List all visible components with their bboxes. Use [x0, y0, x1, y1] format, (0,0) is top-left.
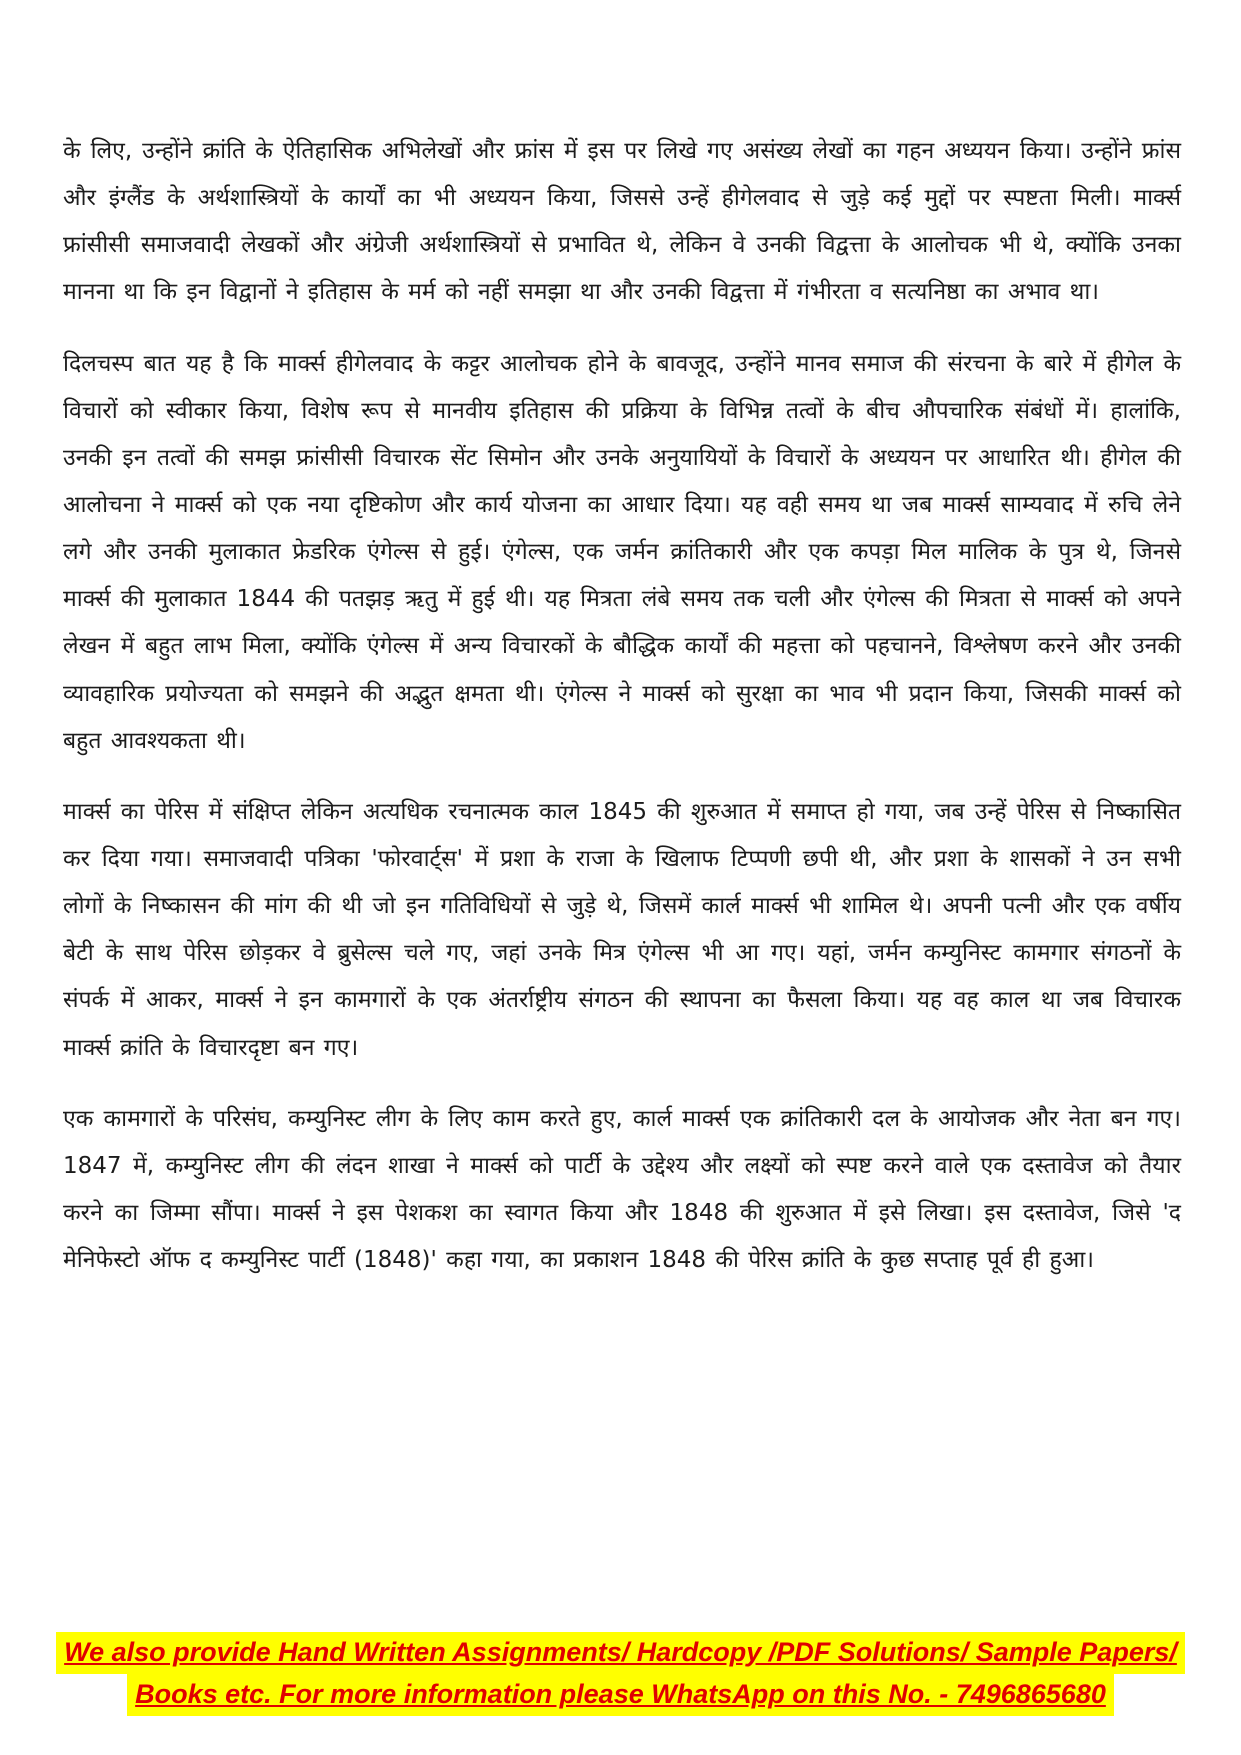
paragraph-1: के लिए, उन्होंने क्रांति के ऐतिहासिक अभिलेखों और फ्रांस में इस पर लिखे गए असंख्य लेखों का गहन अध्ययन किया। उन्होंने फ्रांस और इंग्लैंड के अर्थशास्त्रियों के कार्यों का भी अध्ययन किया, जिससे उन्हें हीगेलवाद से जुड़े कई मुद्दों पर स्पष्टता मिली। मार्क्स फ्रांसीसी समाजवादी लेखकों और अंग्रेजी अर्थशास्त्रियों से प्रभावित थे, लेकिन वे उनकी विद्वत्ता के आलोचक भी थे, क्योंकि उनका मानना था कि इन विद्वानों ने इतिहास के मर्म को नहीं समझा था और उनकी विद्वत्ता में गंभीरता व सत्यनिष्ठा का अभाव था। [63, 138, 1181, 306]
paragraph-4: एक कामगारों के परिसंघ, कम्युनिस्ट लीग के लिए काम करते हुए, कार्ल मार्क्स एक क्रांतिकारी दल के आयोजक और नेता बन गए। 1847 में, कम्युनिस्ट लीग की लंदन शाखा ने मार्क्स को पार्टी के उद्देश्य और लक्ष्यों को स्पष्ट करने वाले एक दस्तावेज को तैयार करने का जिम्मा सौंपा। मार्क्स ने इस पेशकश का स्वागत किया और 1848 की शुरुआत में इसे लिखा। इस दस्तावेज, जिसे 'द मेनिफेस्टो ऑफ द कम्युनिस्ट पार्टी (1848)' कहा गया, का प्रकाशन 1848 की पेरिस क्रांति के कुछ सप्ताह पूर्व ही हुआ। [63, 1105, 1181, 1274]
paragraph-2: दिलचस्प बात यह है कि मार्क्स हीगेलवाद के कट्टर आलोचक होने के बावजूद, उन्होंने मानव समाज की संरचना के बारे में हीगेल के विचारों को स्वीकार किया, विशेष रूप से मानवीय इतिहास की प्रक्रिया के विभिन्न तत्वों के बीच औपचारिक संबंधों में। हालांकि, उनकी इन तत्वों की समझ फ्रांसीसी विचारक सेंट सिमोन और उनके अनुयायियों के विचारों के अध्ययन पर आधारित थी। हीगेल की आलोचना ने मार्क्स को एक नया दृष्टिकोण और कार्य योजना का आधार दिया। यह वही समय था जब मार्क्स साम्यवाद में रुचि लेने लगे और उनकी मुलाकात फ्रेडरिक एंगेल्स से हुई। एंगेल्स, एक जर्मन क्रांतिकारी और एक कपड़ा मिल मालिक के पुत्र थे, जिनसे मार्क्स की मुलाकात 1844 की पतझड़ ऋतु में हुई थी। यह मित्रता लंबे समय तक चली और एंगेल्स की मित्रता से मार्क्स को अपने लेखन में बहुत लाभ मिला, क्योंकि एंगेल्स में अन्य विचारकों के बौद्धिक कार्यों की महत्ता को पहचानने, विश्लेषण करने और उनकी व्यावहारिक प्रयोज्यता को समझने की अद्भुत क्षमता थी। एंगेल्स ने मार्क्स को सुरक्षा का भाव भी प्रदान किया, जिसकी मार्क्स को बहुत आवश्यकता थी। [63, 350, 1181, 754]
footer-line-1: We also provide Hand Written Assignments/ Hardcopy /PDF Solutions/ Sample Papers/ [56, 1632, 1185, 1674]
footer-banner [0, 1632, 1241, 1716]
document-body [63, 128, 1181, 1308]
footer-line-2: Books etc. For more information please WhatsApp on this No. - 7496865680 [127, 1674, 1114, 1716]
paragraph-3: मार्क्स का पेरिस में संक्षिप्त लेकिन अत्यधिक रचनात्मक काल 1845 की शुरुआत में समाप्त हो गया, जब उन्हें पेरिस से निष्कासित कर दिया गया। समाजवादी पत्रिका 'फोरवार्ट्स' में प्रशा के राजा के खिलाफ टिप्पणी छपी थी, और प्रशा के शासकों ने उन सभी लोगों के निष्कासन की मांग की थी जो इन गतिविधियों से जुड़े थे, जिसमें कार्ल मार्क्स भी शामिल थे। अपनी पत्नी और एक वर्षीय बेटी के साथ पेरिस छोड़कर वे ब्रुसेल्स चले गए, जहां उनके मित्र एंगेल्स भी आ गए। यहां, जर्मन कम्युनिस्ट कामगार संगठनों के संपर्क में आकर, मार्क्स ने इन कामगारों के एक अंतर्राष्ट्रीय संगठन की स्थापना का फैसला किया। यह वह काल था जब विचारक मार्क्स क्रांति के विचारदृष्टा बन गए। [63, 798, 1181, 1061]
